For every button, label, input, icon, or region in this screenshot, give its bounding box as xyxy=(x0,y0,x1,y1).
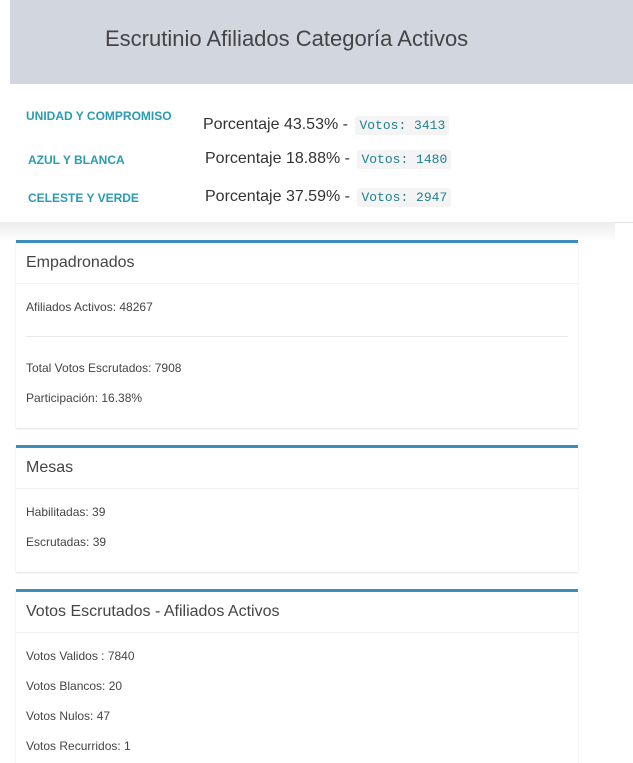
box-header xyxy=(16,448,578,489)
mesas-box xyxy=(16,445,578,572)
votos-validos: Votos Validos : 7840 xyxy=(26,649,135,663)
party-votes: Votos: 1480 xyxy=(357,150,451,169)
votos-nulos: Votos Nulos: 47 xyxy=(26,709,111,723)
box-header xyxy=(16,243,578,284)
empadronados-box xyxy=(16,240,578,428)
party-votes: Votos: 3413 xyxy=(355,116,449,135)
party-name-unidad: UNIDAD Y COMPROMISO xyxy=(26,109,172,123)
total-votos-escrutados: Total Votos Escrutados: 7908 xyxy=(26,361,182,375)
party-percentage: Porcentaje 37.59% - xyxy=(205,188,350,205)
box-title: Votos Escrutados - Afiliados Activos xyxy=(26,603,280,620)
divider xyxy=(26,336,568,337)
results-panel xyxy=(10,84,633,223)
party-name-azul: AZUL Y BLANCA xyxy=(28,153,125,167)
page-header xyxy=(10,0,633,84)
party-votes: Votos: 2947 xyxy=(357,188,451,207)
party-result-unidad xyxy=(203,116,449,134)
mesas-habilitadas: Habilitadas: 39 xyxy=(26,505,106,519)
afiliados-activos: Afiliados Activos: 48267 xyxy=(26,300,153,314)
mesas-escrutadas: Escrutadas: 39 xyxy=(26,535,107,549)
votos-blancos: Votos Blancos: 20 xyxy=(26,679,123,693)
party-percentage: Porcentaje 18.88% - xyxy=(205,150,350,167)
party-result-celeste xyxy=(205,188,451,206)
votos-escrutados-box xyxy=(16,589,578,763)
page-title: Escrutinio Afiliados Categoría Activos xyxy=(105,26,469,51)
box-title: Mesas xyxy=(26,459,74,476)
party-percentage: Porcentaje 43.53% - xyxy=(203,116,348,133)
participacion: Participación: 16.38% xyxy=(26,391,143,405)
panel-shadow xyxy=(0,222,615,242)
box-header xyxy=(16,592,578,633)
party-result-azul xyxy=(205,150,451,168)
box-title: Empadronados xyxy=(26,254,135,271)
votos-recurridos: Votos Recurridos: 1 xyxy=(26,739,131,753)
party-name-celeste: CELESTE Y VERDE xyxy=(28,191,139,205)
